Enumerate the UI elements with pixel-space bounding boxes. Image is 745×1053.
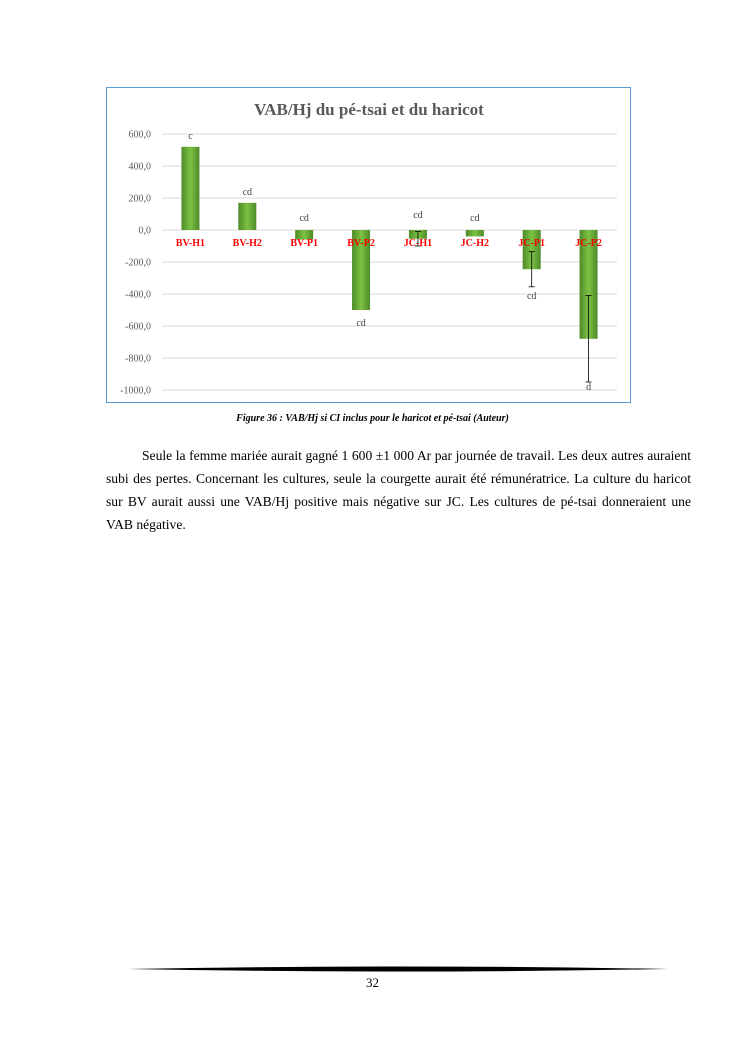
paragraph-text: Seule la femme mariée aurait gagné 1 600 ±1 000 Ar par journée de travail. Les deux autres auraient subi des pertes. Concernant les cultures, seule la courgette aurait été rémunératrice. La culture du haricot sur BV aurait aussi une VAB/Hj positive mais négative sur JC. Les cultures de pé-tsai donneraient une VAB négative. bbox=[106, 448, 691, 532]
x-tick-label: JC-H1 bbox=[403, 238, 433, 249]
bar bbox=[181, 147, 199, 230]
x-tick-label: BV-P1 bbox=[290, 238, 318, 249]
y-tick-label: -200,0 bbox=[125, 257, 151, 269]
figure-caption: Figure 36 : VAB/Hj si CI inclus pour le haricot et pé-tsai (Auteur) bbox=[236, 413, 509, 424]
y-tick-label: -1000,0 bbox=[120, 385, 151, 397]
y-tick-label: 600,0 bbox=[128, 129, 151, 141]
significance-label: cd bbox=[242, 186, 253, 198]
chart-title: VAB/Hj du pé-tsai et du haricot bbox=[254, 100, 484, 119]
significance-label: cd bbox=[470, 213, 480, 224]
y-tick-label: 200,0 bbox=[128, 193, 151, 205]
significance-label: c bbox=[188, 130, 193, 142]
y-tick-label: -400,0 bbox=[125, 289, 151, 301]
x-tick-label: JC-P1 bbox=[518, 238, 546, 249]
page-number: 32 bbox=[366, 975, 379, 990]
chart-container bbox=[106, 87, 631, 403]
bar bbox=[238, 203, 256, 230]
x-tick-label: JC-H2 bbox=[460, 238, 489, 249]
x-tick-label: BV-H2 bbox=[232, 238, 262, 249]
significance-label: d bbox=[586, 382, 592, 393]
x-tick-label: BV-P2 bbox=[347, 238, 375, 249]
x-tick-label: JC-P2 bbox=[575, 238, 602, 249]
y-tick-label: -800,0 bbox=[125, 353, 151, 365]
y-tick-label: 0,0 bbox=[138, 225, 151, 237]
footer-divider bbox=[128, 962, 668, 976]
significance-label: cd bbox=[356, 318, 366, 329]
y-tick-label: 400,0 bbox=[128, 161, 151, 173]
bar-chart bbox=[107, 88, 632, 404]
body-paragraph bbox=[106, 444, 691, 536]
x-tick-label: BV-H1 bbox=[175, 238, 206, 249]
y-tick-label: -600,0 bbox=[125, 321, 151, 333]
significance-label: cd bbox=[526, 290, 537, 302]
significance-label: cd bbox=[299, 213, 309, 224]
bar bbox=[466, 230, 484, 236]
significance-label: cd bbox=[413, 210, 423, 221]
